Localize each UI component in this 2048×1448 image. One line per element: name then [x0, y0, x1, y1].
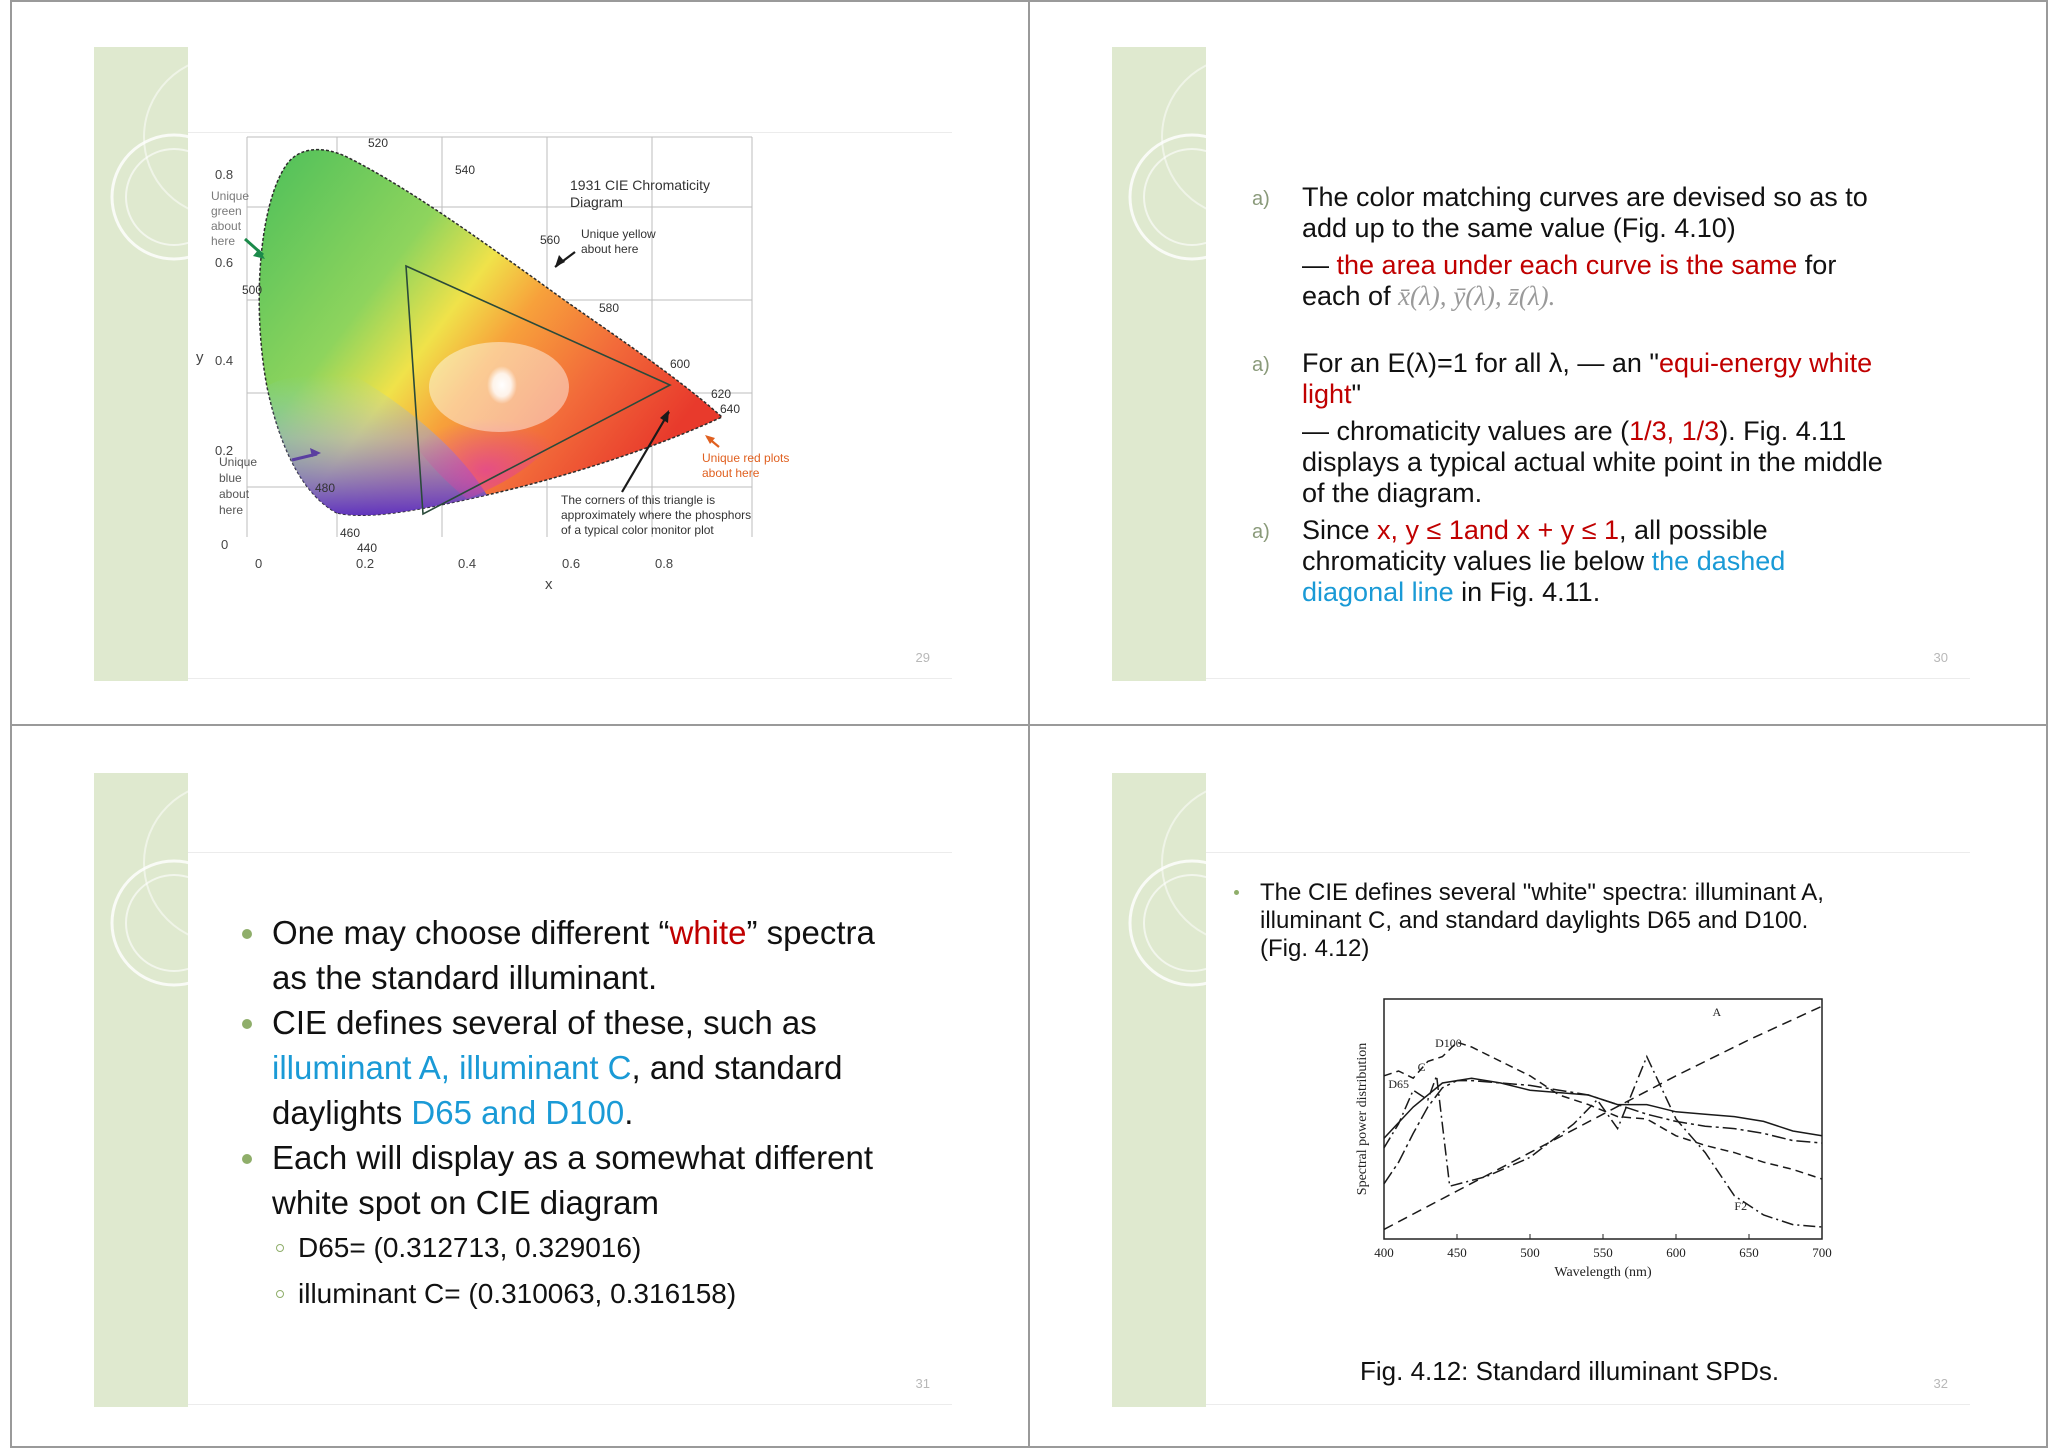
slide-number: 32: [1933, 1376, 1948, 1391]
annotation-yellow-l1: Unique yellow: [581, 227, 656, 241]
slide-decoration: [1112, 47, 1206, 681]
wavelength-600: 600: [670, 357, 691, 371]
line-pre: Since: [1302, 515, 1378, 545]
sub-bullet-1: [242, 1225, 962, 1271]
highlight-red: white: [669, 914, 747, 951]
series-label-d65: D65: [1388, 1076, 1410, 1091]
bullet-line: [1302, 379, 1992, 410]
highlight-blue: diagonal line: [1302, 577, 1454, 607]
grid-divider-horizontal: [10, 724, 2048, 726]
bullet-line: add up to the same value (Fig. 4.10): [1302, 213, 1736, 243]
bullet-marker: a): [1252, 188, 1270, 210]
bullet-line: [1302, 546, 1992, 577]
diagram-title-line1: 1931 CIE Chromaticity: [570, 177, 711, 193]
footer-rule: [188, 1404, 952, 1405]
annotation-red-l1: Unique red plots: [702, 451, 790, 465]
x-tick-label-400: 400: [1374, 1245, 1394, 1260]
wavelength-520: 520: [368, 136, 389, 150]
annotation-blue-l3: about: [219, 487, 250, 501]
slide-decoration: [1112, 773, 1206, 1407]
sub-bullet-circle: [276, 1244, 284, 1252]
line-post: ” spectra: [746, 914, 875, 951]
series-label-f2: F2: [1734, 1199, 1748, 1214]
x-tick-0.2: 0.2: [356, 556, 375, 571]
bullet-marker: a): [1252, 521, 1270, 543]
bullet-marker: a): [1252, 354, 1270, 376]
x-tick-label-600: 600: [1666, 1245, 1686, 1260]
bullet-sub: [1302, 416, 1992, 447]
x-axis-label: Wavelength (nm): [1554, 1265, 1652, 1280]
x-tick-label-700: 700: [1812, 1245, 1832, 1260]
bullet-line: as the standard illuminant.: [272, 959, 658, 996]
bullet-list: [1252, 182, 1992, 608]
annotation-green: [211, 189, 249, 248]
slide-decoration: [94, 47, 188, 681]
bullet-line: The color matching curves are devised so as to: [1302, 182, 1868, 212]
x-tick-label-550: 550: [1593, 1245, 1613, 1260]
x-tick-0.8: 0.8: [655, 556, 674, 571]
y-tick-0.8: 0.8: [215, 167, 234, 182]
bullet-dot: [1234, 890, 1239, 895]
line-pre: For an E(λ)=1 for all λ, — an ": [1302, 348, 1659, 378]
wavelength-640: 640: [720, 402, 741, 416]
highlight-red: light: [1302, 379, 1352, 409]
sub-pre: — chromaticity values are (: [1302, 416, 1630, 446]
diagram-title-line2: Diagram: [570, 194, 623, 210]
x-tick-label-650: 650: [1739, 1245, 1759, 1260]
wavelength-560: 560: [540, 233, 561, 247]
highlight-blue: illuminant A, illuminant C: [272, 1049, 632, 1086]
spd-chart: [1310, 993, 1830, 1283]
wavelength-440: 440: [357, 541, 378, 555]
bullet-item-2: [1252, 348, 1992, 509]
line-mid: , and standard: [631, 1049, 843, 1086]
wavelength-620: 620: [711, 387, 732, 401]
wavelength-500: 500: [242, 283, 263, 297]
x-tick-0.6: 0.6: [562, 556, 581, 571]
bullet-line: [272, 1045, 962, 1090]
annotation-triangle-l3: of a typical color monitor plot: [561, 523, 714, 537]
plot-frame: [1384, 999, 1822, 1239]
sub-after: for: [1797, 250, 1837, 280]
bullet-dot: [242, 1154, 252, 1164]
sub-line2: each of: [1302, 281, 1399, 311]
bullet-line: [272, 1090, 962, 1135]
annotation-green-l3: about: [211, 219, 242, 233]
slide-number: 30: [1933, 650, 1948, 665]
annotation-triangle: [561, 493, 751, 537]
highlight-red: x, y ≤ 1and x + y ≤ 1: [1377, 515, 1620, 545]
highlight-red: equi-energy white: [1658, 348, 1873, 378]
figure-caption: Fig. 4.12: Standard illuminant SPDs.: [1360, 1356, 1780, 1386]
sub-bullet-2: [242, 1271, 962, 1317]
annotation-blue: [219, 455, 257, 517]
intro-line-2: illuminant C, and standard daylights D65 and D100.: [1260, 907, 1809, 934]
y-tick-0.6: 0.6: [215, 255, 234, 270]
line-post: .: [624, 1094, 634, 1131]
slide-31: [12, 728, 1028, 1442]
bullet-item-3: [242, 1135, 962, 1225]
footer-rule: [1206, 1404, 1970, 1405]
bullet-dot: [242, 929, 252, 939]
y-axis-label: y: [196, 349, 204, 366]
sub-post: ). Fig. 4.11: [1719, 416, 1847, 446]
annotation-yellow-l2: about here: [581, 242, 639, 256]
annotation-triangle-l2: approximately where the phosphors: [561, 508, 752, 522]
annotation-blue-l2: blue: [219, 471, 242, 485]
line-post: in Fig. 4.11.: [1453, 577, 1601, 607]
bullet-line: Each will display as a somewhat different: [272, 1139, 874, 1176]
series-label-d100: D100: [1435, 1036, 1462, 1050]
line-post: ": [1351, 379, 1362, 409]
sub-dash: —: [1302, 250, 1337, 280]
series-label-c: C: [1417, 1060, 1426, 1074]
bullet-line: [1302, 515, 1992, 546]
slide-number: 29: [915, 650, 930, 665]
annotation-green-l1: Unique: [211, 189, 250, 203]
highlight-red: 1/3, 1/3: [1629, 416, 1720, 446]
series-label-a: A: [1712, 1004, 1722, 1019]
bullet-line: [1302, 348, 1992, 379]
annotation-blue-l1: Unique: [219, 455, 258, 469]
bullet-line: white spot on CIE diagram: [272, 1184, 660, 1221]
slide-32: [1030, 728, 2046, 1442]
sub-bullet-text: D65= (0.312713, 0.329016): [298, 1232, 642, 1263]
wavelength-480: 480: [315, 481, 336, 495]
title-rule: [1206, 852, 1970, 853]
bullet-item-2: [242, 1000, 962, 1135]
bullet-list: [242, 910, 962, 1317]
wavelength-540: 540: [455, 163, 476, 177]
bullet-sub-line: of the diagram.: [1302, 478, 1483, 508]
line-pre: daylights: [272, 1094, 412, 1131]
intro-text: [1234, 879, 1994, 963]
intro-line-1: The CIE defines several "white" spectra: illuminant A,: [1260, 879, 1824, 906]
y-tick-0.4: 0.4: [215, 353, 234, 368]
title-rule: [188, 852, 952, 853]
annotation-yellow: [581, 227, 656, 256]
annotation-triangle-l1: The corners of this triangle is: [561, 493, 716, 507]
line-post: , all possible: [1619, 515, 1768, 545]
slide-30: [1030, 2, 2046, 716]
annotation-red-l2: about here: [702, 466, 760, 480]
wavelength-460: 460: [340, 526, 361, 540]
bullet-item-1: [1252, 182, 1992, 312]
slide-decoration: [94, 773, 188, 1407]
sub-bullet-text: illuminant C= (0.310063, 0.316158): [298, 1278, 737, 1309]
highlight-blue: the dashed: [1651, 546, 1786, 576]
slide-number: 31: [915, 1376, 930, 1391]
wavelength-580: 580: [599, 301, 620, 315]
footer-rule: [1206, 678, 1970, 679]
y-tick-0: 0: [221, 537, 229, 552]
bullet-sub: [1302, 250, 1992, 281]
bullet-dot: [242, 1019, 252, 1029]
x-tick-label-450: 450: [1447, 1245, 1467, 1260]
bullet-line: [272, 910, 962, 955]
y-tick-0.2: 0.2: [215, 443, 234, 458]
footer-rule: [188, 678, 952, 679]
bullet-item-1: [242, 910, 962, 1000]
x-tick-0.4: 0.4: [458, 556, 477, 571]
annotation-blue-l4: here: [219, 503, 244, 517]
bullet-sub-line: [1302, 281, 1992, 312]
slide-29: [12, 2, 1028, 716]
bullet-line: [1302, 577, 1992, 608]
bullet-item-3: [1252, 515, 1992, 608]
annotation-red: [702, 451, 789, 480]
bullet-sub-line: displays a typical actual white point in the middle: [1302, 447, 1883, 477]
sub-bullet-circle: [276, 1290, 284, 1298]
x-axis-label: x: [545, 576, 553, 593]
line-pre: One may choose different “: [272, 914, 670, 951]
line-pre: chromaticity values lie below: [1302, 546, 1652, 576]
y-axis-label: Spectral power distribution: [1355, 1042, 1370, 1196]
annotation-green-l4: here: [211, 234, 236, 248]
math-functions: x̄(λ), ȳ(λ), z̄(λ).: [1398, 281, 1556, 311]
highlight-blue: D65 and D100: [411, 1094, 625, 1131]
x-tick-0: 0: [255, 556, 263, 571]
cie-chromaticity-diagram: [196, 127, 817, 607]
highlight-red: the area under each curve is the same: [1336, 250, 1798, 280]
intro-line-3: (Fig. 4.12): [1260, 935, 1370, 962]
annotation-green-l2: green: [211, 204, 242, 218]
x-tick-label-500: 500: [1520, 1245, 1540, 1260]
bullet-line: CIE defines several of these, such as: [272, 1004, 817, 1041]
